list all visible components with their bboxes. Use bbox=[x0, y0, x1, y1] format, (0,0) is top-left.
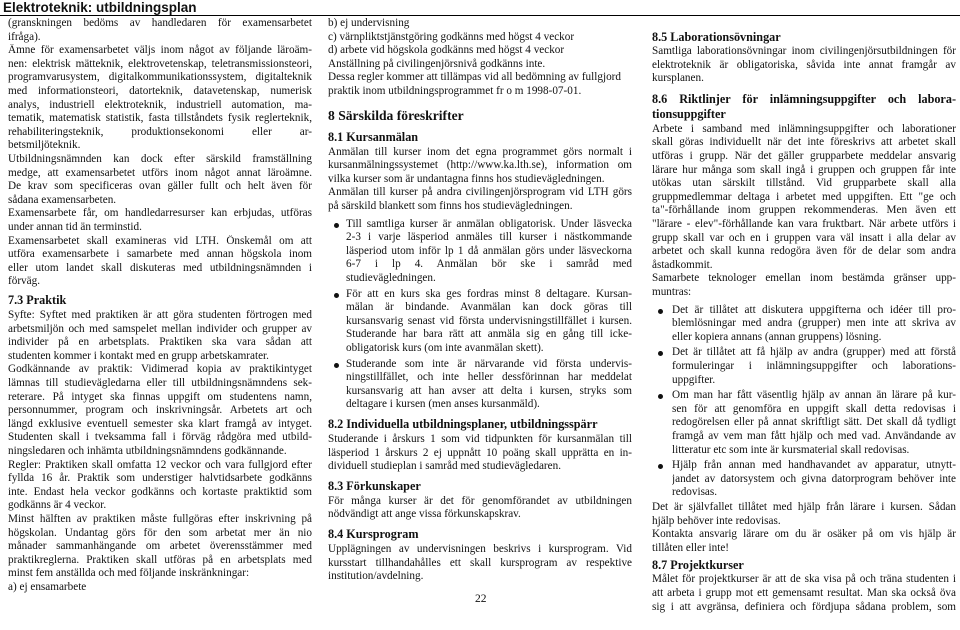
text-line: personnummer, program och inskrivningsår. Arbetets art och bbox=[8, 404, 312, 417]
text-line: kursansvarig att han avser att delta i kursen, stryks som bbox=[346, 384, 632, 397]
section-heading-8-6: 8.6 Riktlinjer för inlämningsuppgifter och labora- bbox=[652, 91, 956, 106]
text-line: d) arbete vid högskola godkänns med högst 4 veckor bbox=[328, 44, 565, 57]
text-line: grupp skall var och en i gruppen vara väl insatt i alla delar av bbox=[652, 231, 956, 244]
text-line: Examensarbete får, om handledarresurser kan erbjudas, utföras bbox=[8, 207, 312, 220]
section-heading-8-7: 8.7 Projektkurser bbox=[652, 558, 744, 573]
text-line: uppgifter. bbox=[672, 373, 716, 386]
text-line: åstadkommit. bbox=[652, 258, 713, 271]
text-line: a) ej ensamarbete bbox=[8, 581, 87, 593]
text-line: Minst hälften av praktiken måste fullgöras efter inskrivning på bbox=[8, 513, 312, 525]
text-line: individer på en arbetsplats. Praktiken ska vara sådan att bbox=[8, 336, 312, 349]
text-line: Ämne för examensarbetet väljs inom något av följande läroäm- bbox=[8, 44, 312, 57]
text-line: Regler: Praktiken skall omfatta 12 veckor och vara fullgjord efter bbox=[8, 458, 312, 471]
text-line: kursanmälningssystemet (http://www.ka.lth.se), information om bbox=[328, 159, 632, 172]
header-title: Elektroteknik: utbildningsplan bbox=[3, 0, 197, 15]
text-line: Studenten skall i tveksamma fall i förväg rådgöra med utbild- bbox=[8, 431, 312, 444]
section-heading-8-6-cont: tionsuppgifter bbox=[652, 106, 726, 121]
text-line: ifråga). bbox=[8, 30, 41, 43]
section-heading-8-5: 8.5 Laborationsövningar bbox=[652, 30, 781, 44]
text-line: längd exklusive eventuell semester ska klart framgå av intyget. bbox=[8, 417, 312, 430]
text-line: sådana examensarbeten. bbox=[8, 193, 117, 206]
text-line: skall göras individuellt när det inte föreskrivs att arbetet skall bbox=[652, 136, 956, 149]
text-line: kursstart tillhandahålles ett skall kursprogram av respektive bbox=[328, 556, 632, 569]
text-line: Arbete i samband med inlämningsuppgifter och laborationer bbox=[652, 122, 956, 135]
text-line: lärare hur många som skall ingå i gruppen och gruppen får inte bbox=[652, 163, 956, 176]
text-line: ta"-förhållande inom gruppen rekommenderas. Men även ett bbox=[652, 204, 956, 217]
text-line: Samtliga laborationsövningar inom civilingenjörsutbildningen för bbox=[652, 45, 956, 57]
text-line: Utbildningsnämnden kan dock efter särskild framställning bbox=[8, 153, 312, 165]
bullet-dot bbox=[658, 464, 663, 469]
text-line: arbetsmiljön och med samspelet mellan individer och grupper av bbox=[8, 322, 312, 335]
text-line: b) ej undervisning bbox=[328, 17, 410, 29]
text-line: Det är tillåtet att diskutera uppgifterna och idéer till pro- bbox=[672, 303, 956, 316]
text-line: tillåten eller inte! bbox=[652, 541, 730, 554]
section-heading-8-4: 8.4 Kursprogram bbox=[328, 527, 419, 541]
text-line: sig i att avgränsa, definiera och fördjupa sådana problem, som bbox=[652, 600, 956, 613]
text-line: studievägledningen. bbox=[346, 272, 436, 284]
text-line: praktikreglerna. Praktiken skall utföras på en arbetsplats med bbox=[8, 553, 312, 566]
text-line: analys, industriell elektroteknik, industriell automation, ma- bbox=[8, 98, 312, 111]
text-line: 6-7 i lp 4. Anmälan bör ske i samråd med bbox=[346, 258, 632, 271]
text-line: Det är självfallet tillåtet med hjälp från lärare i kursen. Sådan bbox=[652, 501, 956, 513]
text-line: "lärare - elev"-förhållande kan vara fruktbart. När arbete utförs i bbox=[652, 218, 956, 230]
text-line: framgå av vem man fått hjälp och med vad. Användande av bbox=[672, 430, 956, 442]
text-line: tematik, matematisk statistik, fasta tillståndets fysik reglerteknik, bbox=[8, 112, 312, 125]
text-line: rehabiliteringsteknik, produktionsekonomi eller ar- bbox=[8, 125, 312, 138]
text-line: studenten kommer i kontakt med en grupp arbetskamrater. bbox=[8, 349, 269, 362]
text-line: på särskild blankett som finns hos studievägledningen. bbox=[328, 200, 573, 212]
text-line: c) värnpliktstjänstgöring godkänns med högst 4 veckor bbox=[328, 30, 575, 43]
text-line: läsperiod utom inför lp 1 då anmälan görs under läsveckorna bbox=[346, 244, 632, 257]
text-line: För många kurser är det för genomförandet av utbildningen bbox=[328, 494, 632, 507]
text-line: Kontakta ansvarig lärare om du är osäker på om vis hjälp är bbox=[652, 528, 956, 541]
text-line: Upplägningen av undervisningen beskrivs i kursprogram. Vid bbox=[328, 543, 632, 555]
text-line: obligatorisk kurs (om inte avanmälan skett). bbox=[346, 342, 544, 354]
text-line: med informationsteori, datorteknik, datavetenskap, numerisk bbox=[8, 85, 312, 97]
text-line: Anmälan till kurser på andra civilingenjörsprogram vid LTH görs bbox=[328, 186, 632, 199]
bullet-dot bbox=[658, 351, 663, 356]
text-line: Det är tillåtet att få hjälp av andra (grupper) med att förstå bbox=[672, 346, 956, 359]
text-line: utföra examensarbete i samarbete med annan högskola inom bbox=[8, 248, 312, 261]
text-line: Syfte: Syftet med praktiken är att göra studenten förtrogen med bbox=[8, 309, 312, 321]
text-line: Studerande i årskurs 1 som vid tidpunkten för kursanmälan till bbox=[328, 433, 632, 445]
text-line: att arbeta i grupp mot ett gemensamt resultat. Man ska också öva bbox=[652, 587, 956, 599]
text-line: gruppmedlemmar deltaga i arbetet med uppgiften. Ett "ge och bbox=[652, 190, 956, 203]
text-line: hjälp behöver inte redovisas. bbox=[652, 514, 781, 527]
text-line: mälan är bindande. Avanmälan kan dock göras till bbox=[346, 301, 632, 314]
text-line: (granskningen bedöms av handledaren för examensarbetet bbox=[8, 17, 312, 29]
text-line: Till samtliga kurser är anmälan obligatorisk. Under läsvecka bbox=[346, 217, 632, 230]
text-line: 2-3 i varje läsperiod anmäles till kurser i nästkommande bbox=[346, 231, 632, 244]
text-line: redovisas. bbox=[672, 486, 718, 499]
bullet-dot bbox=[658, 309, 663, 314]
section-heading-8: 8 Särskilda föreskrifter bbox=[328, 107, 464, 123]
bullet-dot bbox=[658, 394, 663, 399]
text-line: reterare. På intyget ska finnas uppgift om studentens namn, bbox=[8, 390, 312, 403]
text-line: Samarbete teknologer emellan inom bestämda gränser upp- bbox=[652, 272, 956, 285]
text-line: Studerande som inte är närvarande vid första undervis- bbox=[346, 357, 632, 370]
section-heading-8-2: 8.2 Individuella utbildningsplaner, utbildningsspärr bbox=[328, 417, 598, 431]
text-line: formuleringar i inlämningsuppgifter och laborations- bbox=[672, 360, 956, 372]
section-heading-8-3: 8.3 Förkunskaper bbox=[328, 478, 421, 493]
text-line: De krav som specificeras ovan gäller fullt och helt även för bbox=[8, 180, 312, 193]
text-line: under annan tid än terminstid. bbox=[8, 221, 142, 233]
text-line: Målet för projektkurser är att de ska visa på och träna studenten i bbox=[652, 573, 956, 586]
bullet-dot bbox=[334, 223, 339, 228]
text-line: minst fem anställda och med följande inskränkningar: bbox=[8, 567, 250, 580]
text-line: redogörelsen eller på annat skriftligt sätt. Det skall då tydligt bbox=[672, 416, 956, 429]
text-line: jandet av datorsystem och givna datorprogram behöver inte bbox=[672, 472, 956, 485]
section-heading-7-3: 7.3 Praktik bbox=[8, 293, 67, 307]
text-line: fyllda 16 år. Praktik som understiger halvtidsarbete godkänns bbox=[8, 472, 312, 485]
text-line: högskolan. Undantag görs för den som arbetat mer än nio bbox=[8, 526, 312, 539]
text-line: Examensarbetet skall examineras vid LTH. Önskemål om att bbox=[8, 234, 312, 247]
bullet-dot bbox=[334, 363, 339, 368]
text-line: Dessa regler kommer att tillämpas vid all bedömning av fullgjord bbox=[328, 71, 621, 84]
text-line: Godkännande av praktik: Vidimerad kopia av praktikintyget bbox=[8, 363, 312, 376]
text-line: utföras i grupp. När det gäller grupparbete meddelar ansvarig bbox=[652, 150, 956, 162]
text-line: månader sammanhängande om arbetet överensstämmer med bbox=[8, 540, 312, 553]
text-line: Anmälan till kurser inom det egna programmet görs normalt i bbox=[328, 145, 632, 158]
text-line: Anställning på civilingenjörsnivå godkänns inte. bbox=[328, 57, 546, 70]
text-line: nödvändigt att ange vissa förkunskapskrav. bbox=[328, 508, 521, 521]
bullet-dot bbox=[334, 293, 339, 298]
text-line: ningstillfället, och inte heller dessförinnan har meddelat bbox=[346, 371, 632, 384]
text-line: litteratur etc som inte är kursmaterial skall redovisas. bbox=[672, 443, 910, 456]
text-line: medge, att examensarbetet utförs inom något annat läroämne. bbox=[8, 166, 312, 179]
text-line: eller kopiera annans (annan gruppens) lösning. bbox=[672, 330, 882, 343]
text-line: arbetet och skall kunna redogöra även för de delar som andra bbox=[652, 245, 956, 258]
text-line: förväg. bbox=[8, 275, 40, 288]
text-line: dividuell studieplan i samråd med studievägledaren. bbox=[328, 460, 562, 473]
text-line: ningsledaren och inhämta utbildningsnämndens godkännande. bbox=[8, 445, 287, 457]
text-line: lämnas till studievägledarna eller till utbildningsnämndens sek- bbox=[8, 377, 312, 389]
page-number: 22 bbox=[475, 593, 487, 605]
text-line: programvarusystem, digitalkommunikationssystem, digitalteknik bbox=[8, 71, 312, 84]
text-line: elektroteknik är obligatoriska, såvida inte annat framgår av bbox=[652, 58, 956, 71]
header-rule bbox=[0, 15, 960, 16]
text-line: nen: elektrisk mätteknik, elektrovetenskap, teletransmissionsteori, bbox=[8, 57, 312, 70]
text-line: muntras: bbox=[652, 286, 692, 298]
text-line: kursansvarig senast vid första undervisningstillfället i kursen. bbox=[346, 314, 632, 327]
text-line: Hjälp från annan med handhavandet av apparatur, utnytt- bbox=[672, 459, 956, 472]
text-line: godkänns är 4 veckor. bbox=[8, 499, 107, 512]
text-line: läsperiod 1 årskurs 2 ej uppnått 10 poäng skall upprätta en in- bbox=[328, 446, 632, 459]
text-line: blemlösningar med andra (grupper) men inte att skriva av bbox=[672, 317, 956, 330]
text-line: sen för att genomföra en uppgift skall detta redovisas i bbox=[672, 402, 956, 415]
text-line: betsmiljöteknik. bbox=[8, 139, 81, 152]
text-line: institution/avdelning. bbox=[328, 570, 424, 583]
text-line: deltagare i kursen (men anses kursanmäld). bbox=[346, 398, 540, 411]
text-line: utökas utan särskilt tillstånd. Vid grupparbete skall alla bbox=[652, 177, 956, 190]
text-line: praktik inom utbildningsprogrammet fr o m 1998-07-01. bbox=[328, 85, 582, 97]
text-line: Studerande har bara rätt att anmäla sig en gång till icke- bbox=[346, 328, 632, 341]
text-line: kursplanen. bbox=[652, 72, 704, 85]
text-line: inte. Endast hela veckor godkänns och kortaste praktiktid som bbox=[8, 485, 312, 498]
text-line: För att en kurs ska ges fordras minst 8 deltagare. Kursan- bbox=[346, 287, 632, 300]
section-heading-8-1: 8.1 Kursanmälan bbox=[328, 129, 419, 144]
text-line: Om man har fått väsentlig hjälp av annan än lärare på kur- bbox=[672, 389, 956, 402]
text-line: vilka kurser som är undantagna finns hos studievägledningen. bbox=[328, 172, 605, 185]
text-line: eller utom landet skall diskuteras med utbildningsnämnden i bbox=[8, 261, 312, 274]
